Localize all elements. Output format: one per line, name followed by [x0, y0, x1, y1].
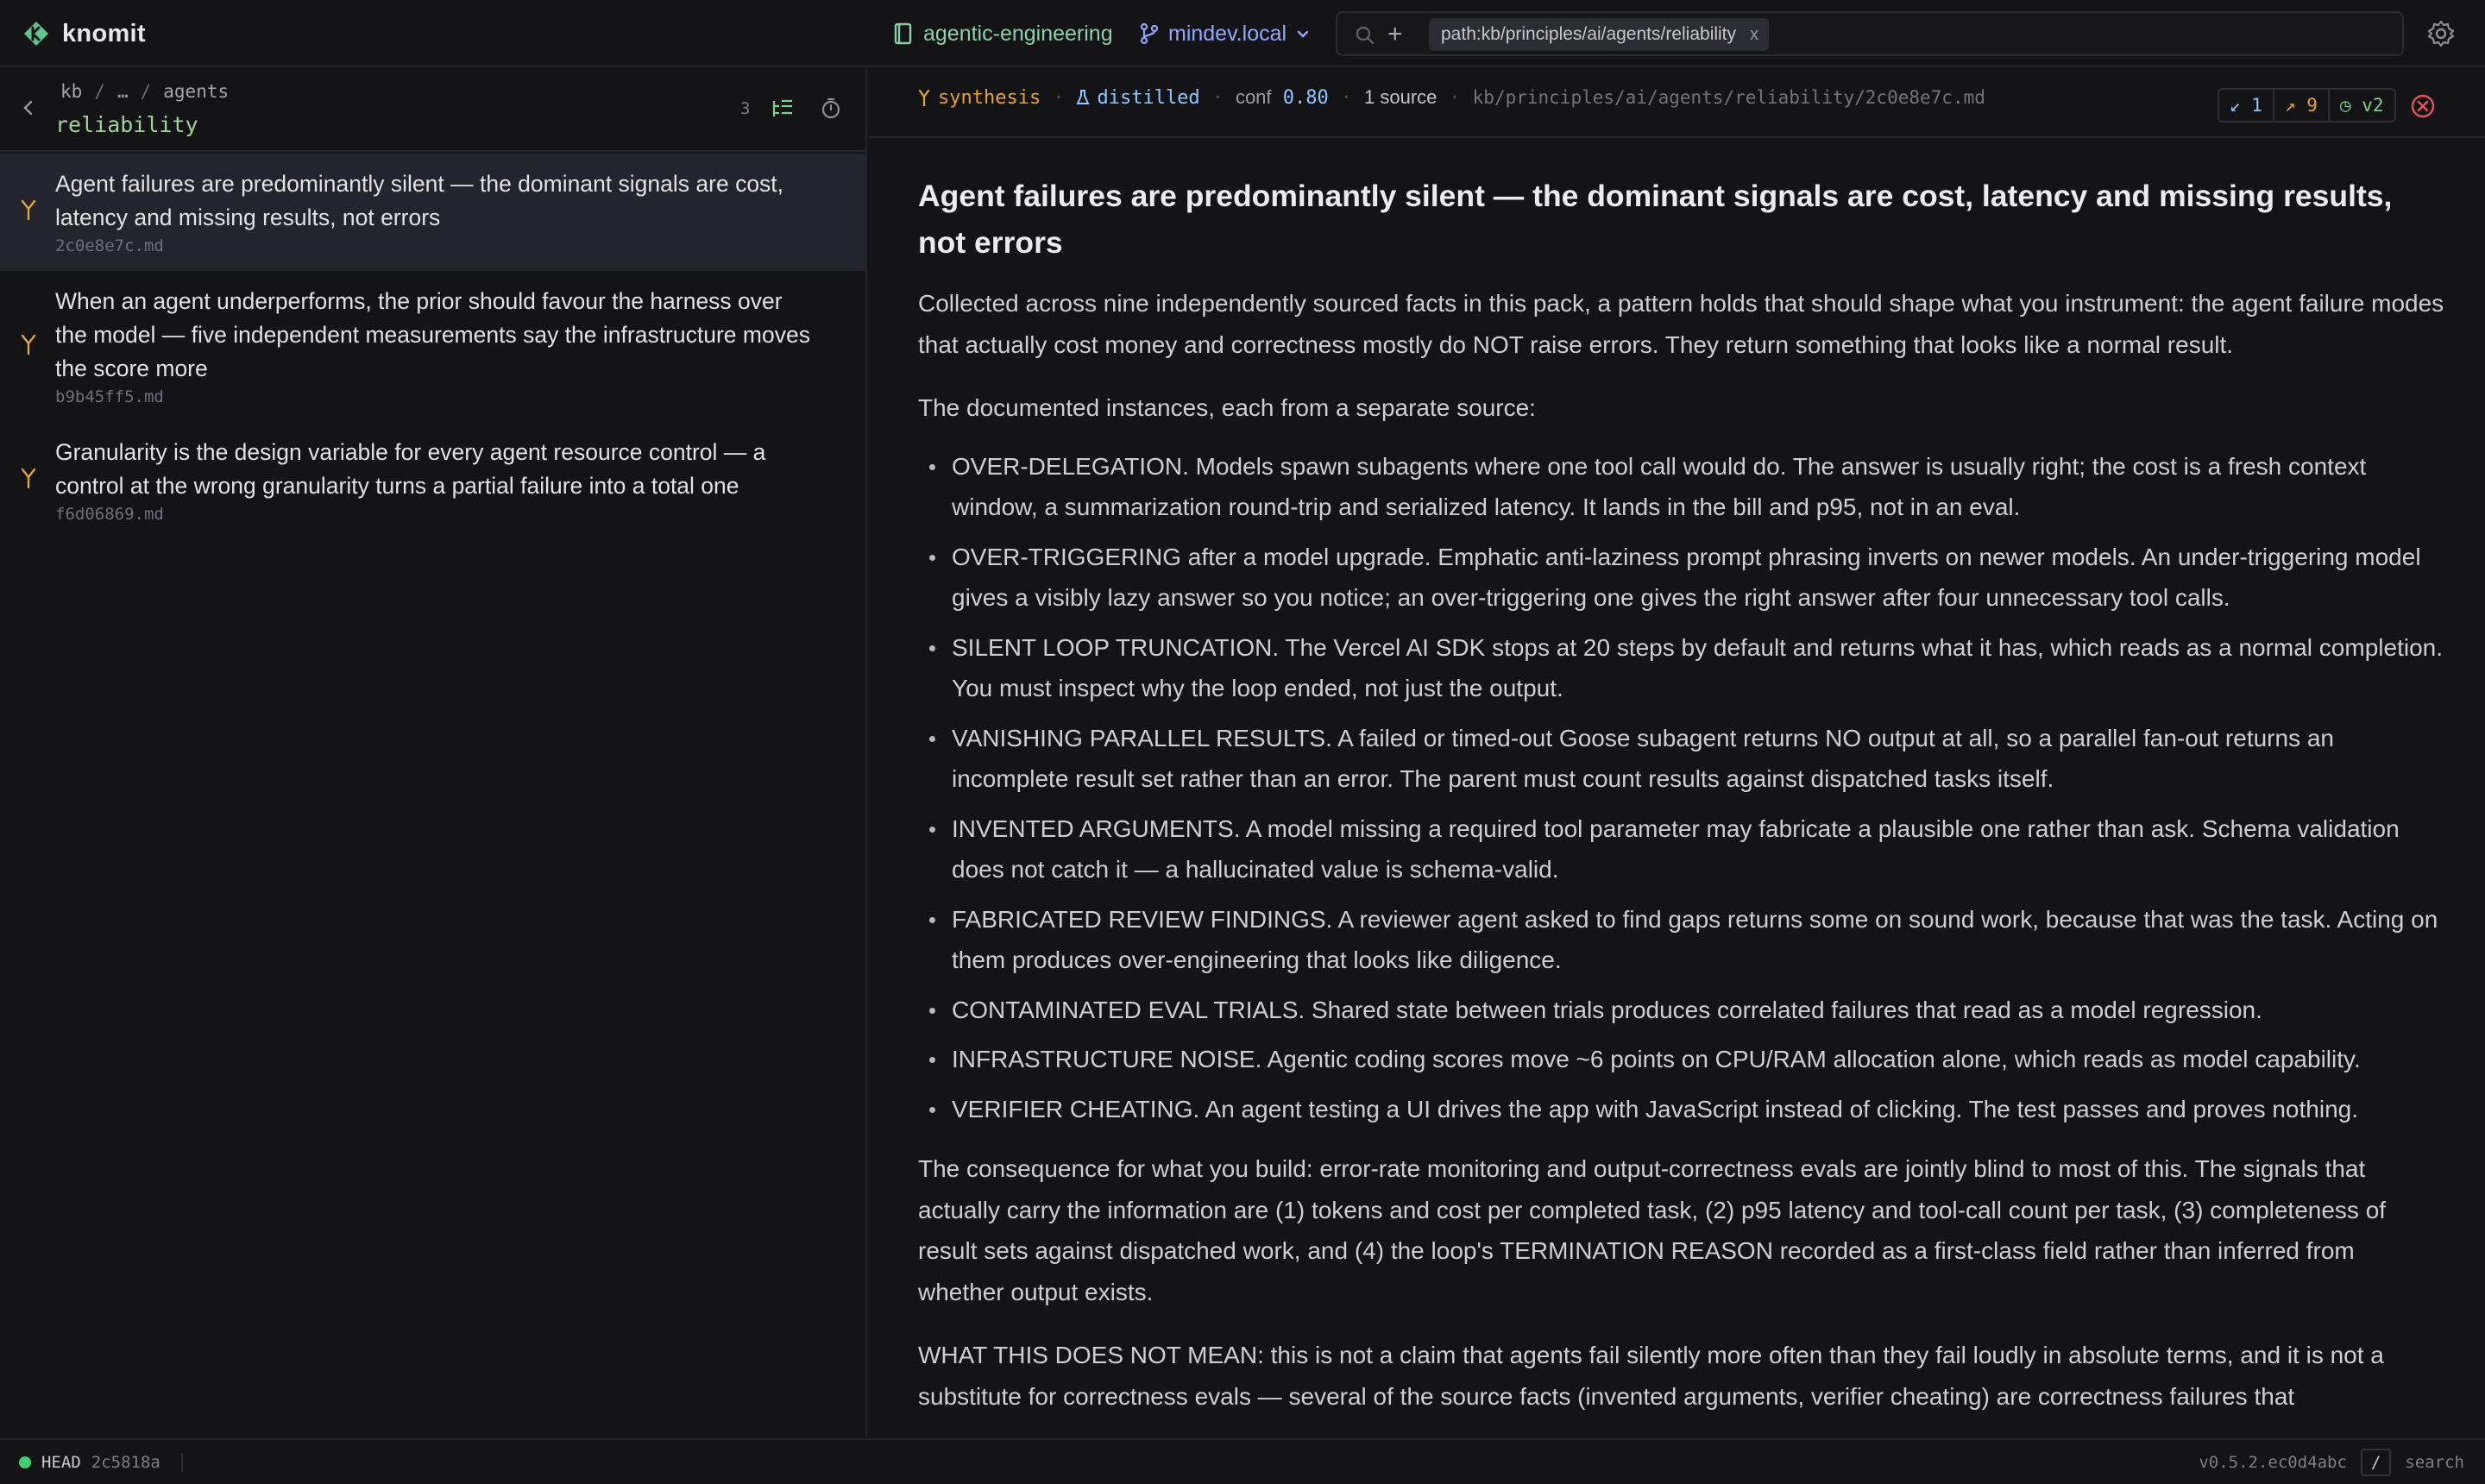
document-consequence: The consequence for what you build: error-rate monitoring and output-correctness evals are jointly blind to most of this. The signals that actually carry the information are (1) tokens and cost per completed task, (2) p95 latency and tool-call count per task, (3) completeness of result sets against dispatched work, and (4) the loop's TERMINATION REASON recorded as a first-class field rather than inferred from whether output exists.	[918, 1155, 2387, 1305]
document-badges	[2218, 88, 2396, 123]
list-item-title: When an agent underperforms, the prior should favour the harness over the model — five independent measurements say the infrastructure moves the score more	[55, 288, 810, 381]
merge-icon	[19, 333, 38, 355]
list-item-file: f6d06869.md	[55, 505, 164, 524]
document-path[interactable]: kb/principles/ai/agents/reliability/2c0e8e7c.md	[1472, 87, 1985, 108]
list-item[interactable]	[0, 154, 867, 271]
list-item[interactable]	[0, 422, 867, 539]
app-name: knomit	[62, 19, 146, 47]
plus-icon[interactable]: +	[1387, 20, 1403, 48]
document-body	[918, 173, 2445, 1439]
failure-item: OVER-DELEGATION. Models spawn subagents where one tool call would do. The answer is usually right; the cost is a fresh context window, a summarization round-trip and serialized latency. It lands in the bill and p95, not in an eval.	[918, 446, 2445, 528]
note-list	[0, 154, 867, 539]
close-circle-icon[interactable]	[2410, 93, 2436, 119]
search-bar[interactable]	[1336, 11, 2404, 56]
breadcrumb-item[interactable]: agents	[163, 81, 230, 102]
document-meta-bar	[869, 69, 2485, 138]
git-ref: HEAD	[41, 1452, 81, 1472]
document-intro: Collected across nine independently sourced facts in this pack, a pattern holds that should shape what you instrument: the agent failure modes that actually cost money and correctness mostly do NOT raise errors. They return something that looks like a normal result.	[918, 290, 2444, 358]
links-badge[interactable]: ↙ 1	[2219, 90, 2274, 121]
search-filter-text: path:kb/principles/ai/agents/reliability	[1441, 24, 1737, 44]
shortcut-label: search	[2405, 1452, 2464, 1472]
meta-separator: ·	[1053, 86, 1065, 109]
breadcrumb-item[interactable]: …	[116, 81, 129, 102]
kind-label: synthesis	[938, 86, 1041, 109]
source-count[interactable]: 1 source	[1364, 86, 1438, 108]
failure-item: FABRICATED REVIEW FINDINGS. A reviewer agent asked to find gaps returns some on sound work, because that was the task. Acting on them produces over-engineering that looks like diligence.	[918, 899, 2445, 981]
confidence-value: 0.80	[1282, 87, 1329, 109]
version-badge[interactable]: ◷ v2	[2339, 95, 2384, 116]
chevron-left-icon[interactable]	[19, 98, 38, 117]
merge-icon	[19, 467, 38, 489]
merge-icon	[19, 198, 38, 221]
failure-item: CONTAMINATED EVAL TRIALS. Shared state between trials produces correlated failures that read as a model regression.	[918, 990, 2445, 1031]
sidebar	[0, 69, 867, 1437]
document-pane	[869, 69, 2485, 1437]
item-count: 3	[740, 99, 751, 118]
list-item-title: Agent failures are predominantly silent — the dominant signals are cost, latency and missing results, not errors	[55, 171, 784, 230]
failure-item: VANISHING PARALLEL RESULTS. A failed or timed-out Goose subagent returns NO output at all, so a parallel fan-out returns an incomplete result set rather than an error. The parent must count results against dispatched tasks itself.	[918, 718, 2445, 800]
merge-icon	[917, 89, 931, 106]
list-item-file: b9b45ff5.md	[55, 387, 164, 406]
commit-sha[interactable]: 2c5818a	[91, 1452, 160, 1472]
search-icon	[1355, 25, 1375, 46]
sync-status-indicator	[19, 1456, 31, 1468]
failure-item: OVER-TRIGGERING after a model upgrade. Emphatic anti-laziness prompt phrasing inverts on newer models. An under-triggering model gives a visibly lazy answer so you notice; an over-triggering one gives the right answer after four unnecessary tool calls.	[918, 537, 2445, 619]
workspace-selector[interactable]	[894, 19, 1113, 48]
chip-close-icon[interactable]: x	[1750, 25, 1759, 44]
confidence	[1236, 86, 1329, 109]
list-item[interactable]	[0, 271, 867, 422]
knomit-logo-icon	[22, 20, 50, 47]
sidebar-header	[0, 69, 867, 152]
tree-view-icon[interactable]	[771, 97, 794, 120]
top-bar	[0, 0, 2485, 67]
failure-item: INFRASTRUCTURE NOISE. Agentic coding scores move ~6 points on CPU/RAM allocation alone, which reads as model capability.	[918, 1039, 2445, 1080]
chevron-down-icon	[1295, 26, 1311, 41]
breadcrumb-separator: /	[94, 81, 105, 102]
breadcrumb	[60, 81, 229, 102]
version-label: v2	[2362, 95, 2384, 116]
document-lead: The documented instances, each from a separate source:	[918, 394, 1536, 421]
timer-icon[interactable]	[820, 97, 842, 120]
folder-title: reliability	[55, 112, 198, 137]
document-title: Agent failures are predominantly silent — the dominant signals are cost, latency and missing results, not errors	[918, 179, 2393, 260]
workspace-name: agentic-engineering	[923, 21, 1113, 46]
refs-count: 9	[2306, 95, 2318, 116]
document-caveat: WHAT THIS DOES NOT MEAN: this is not a claim that agents fail silently more often than they fail loudly in absolute terms, and it is not a substitute for correctness evals — several of the source facts (invented arguments, verifier cheating) are correctness failures that	[918, 1342, 2384, 1410]
list-item-title: Granularity is the design variable for every agent resource control — a control at the wrong granularity turns a partial failure into a total one	[55, 439, 766, 499]
brand[interactable]	[22, 17, 146, 50]
failure-list	[918, 446, 2445, 1130]
app-version: v0.5.2.ec0d4abc	[2199, 1452, 2347, 1472]
confidence-label: conf	[1235, 86, 1272, 108]
flask-icon	[1076, 89, 1090, 106]
git-branch-icon	[1139, 22, 1160, 45]
state-tag[interactable]	[1076, 87, 1199, 109]
status-bar	[0, 1438, 2485, 1484]
failure-item: VERIFIER CHEATING. An agent testing a UI drives the app with JavaScript instead of clicking. The test passes and proves nothing.	[918, 1089, 2445, 1130]
list-item-file: 2c0e8e7c.md	[55, 236, 164, 255]
divider	[181, 1453, 183, 1472]
gear-icon[interactable]	[2426, 19, 2456, 48]
shortcut-key[interactable]: /	[2361, 1449, 2391, 1476]
state-label: distilled	[1097, 86, 1200, 109]
search-filter-chip[interactable]	[1429, 18, 1769, 51]
meta-separator: ·	[1211, 86, 1224, 109]
links-count: 1	[2251, 95, 2262, 116]
notebook-icon	[894, 22, 913, 45]
branch-name: mindev.local	[1168, 21, 1287, 46]
meta-separator: ·	[1449, 86, 1461, 109]
meta-separator: ·	[1340, 86, 1353, 109]
kind-tag[interactable]	[917, 87, 1041, 109]
refs-badge[interactable]: ↗ 9	[2274, 90, 2330, 121]
breadcrumb-item[interactable]: kb	[60, 81, 83, 102]
breadcrumb-separator: /	[140, 81, 152, 102]
failure-item: INVENTED ARGUMENTS. A model missing a required tool parameter may fabricate a plausible one rather than ask. Schema validation does not catch it — a hallucinated value is schema-valid.	[918, 808, 2445, 890]
failure-item: SILENT LOOP TRUNCATION. The Vercel AI SDK stops at 20 steps by default and returns what it has, which reads as a normal completion. You must inspect why the loop ended, not just the output.	[918, 627, 2445, 709]
branch-selector[interactable]	[1139, 19, 1311, 48]
